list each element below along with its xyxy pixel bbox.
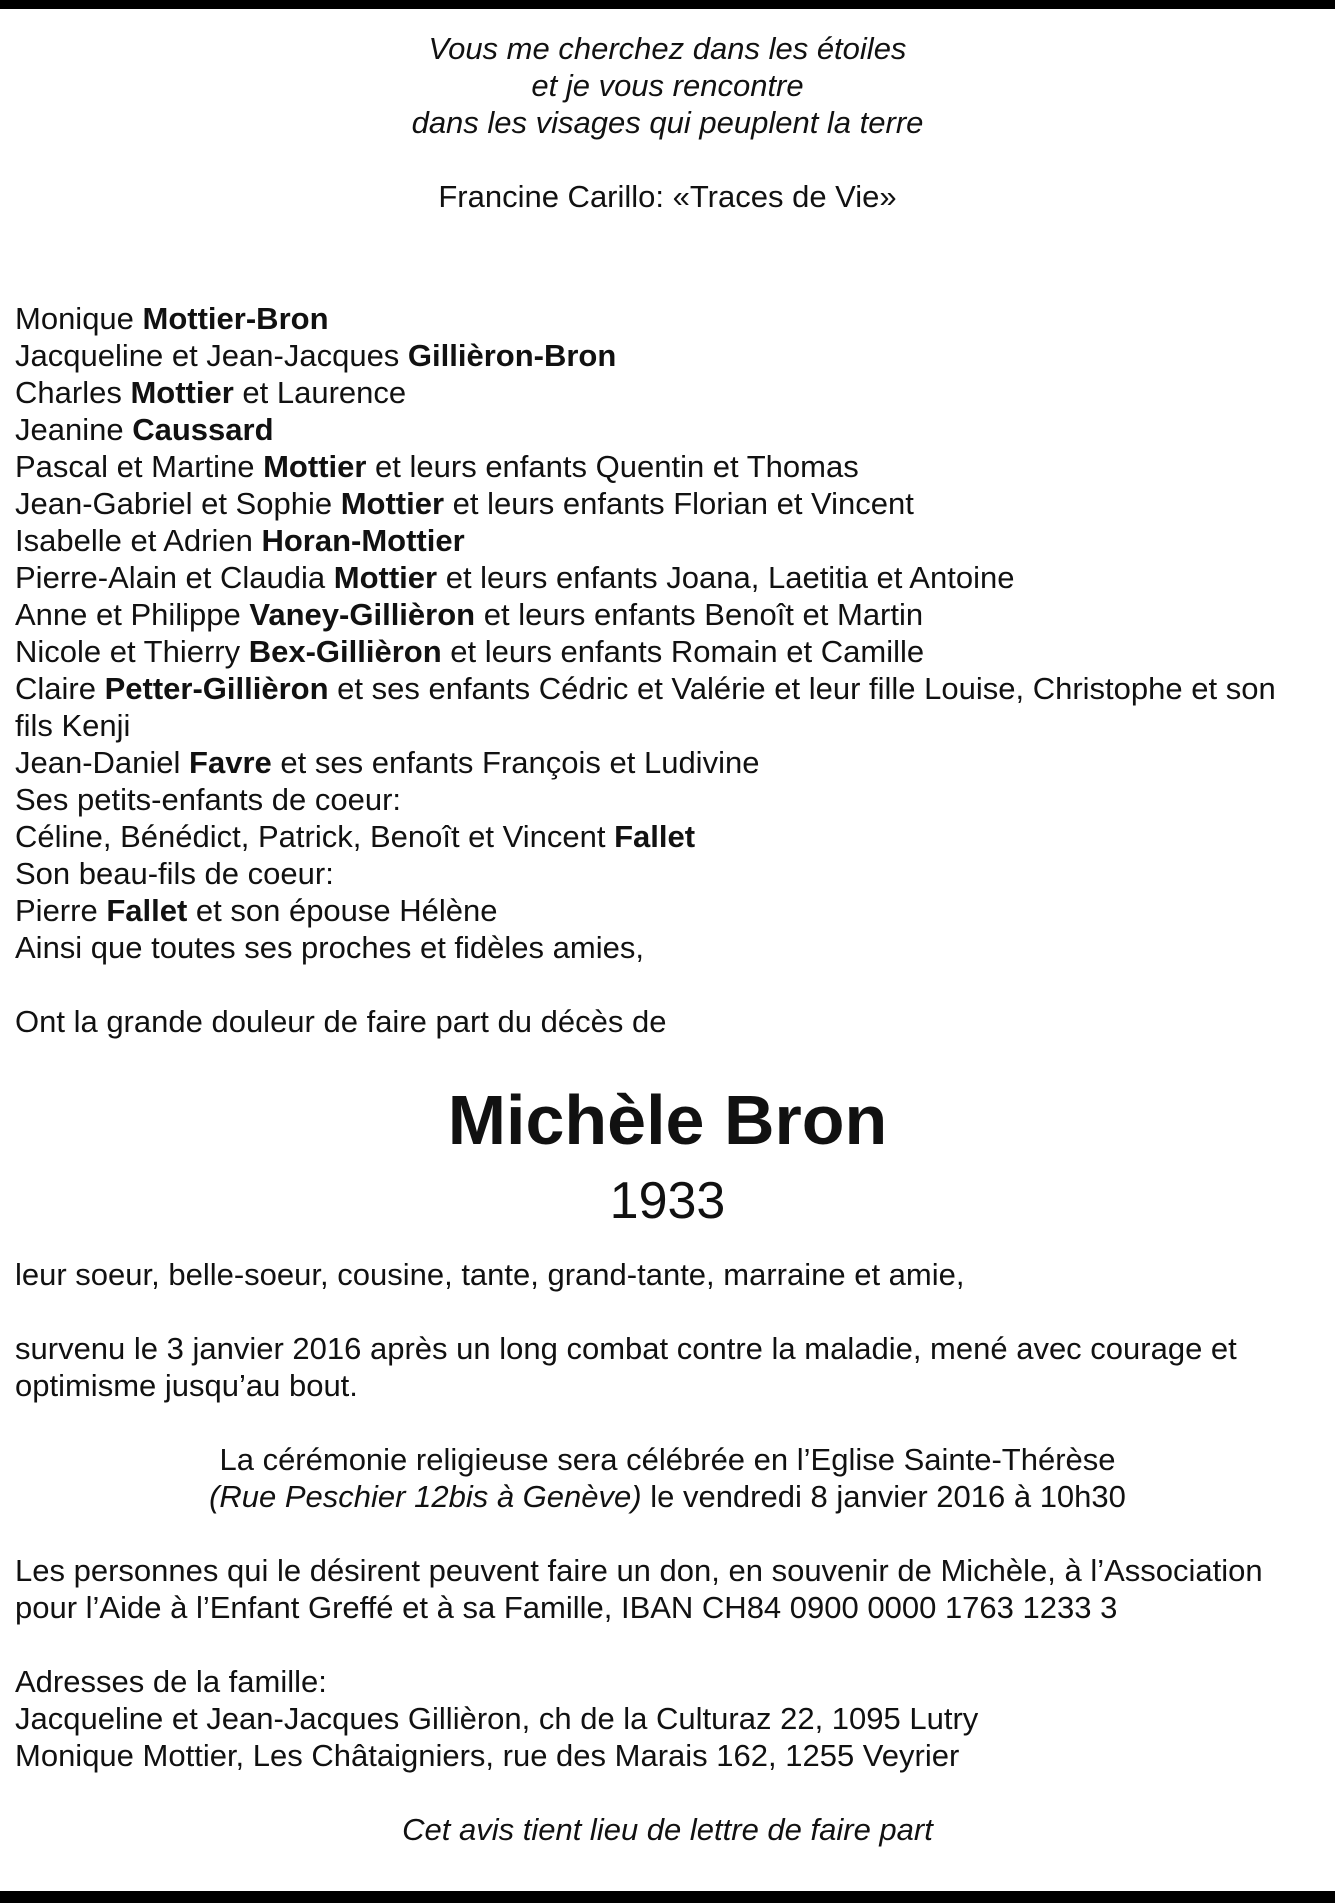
family-line: Céline, Bénédict, Patrick, Benoît et Vincent Fallet [15, 819, 696, 854]
family-line: Pierre-Alain et Claudia Mottier et leurs enfants Joana, Laetitia et Antoine [15, 560, 1015, 595]
death-text: survenu le 3 janvier 2016 après un long combat contre la maladie, mené avec courage et optimisme jusqu’au bout. [15, 1331, 1237, 1403]
family-line: Son beau-fils de coeur: [15, 856, 334, 891]
ceremony-date: le vendredi 8 janvier 2016 à 10h30 [641, 1479, 1126, 1514]
donation-text: Les personnes qui le désirent peuvent faire un don, en souvenir de Michèle, à l’Association pour l’Aide à l’Enfant Greffé et à sa Famille, IBAN CH84 0900 0000 1763 1233 3 [15, 1553, 1263, 1625]
ceremony-line: La cérémonie religieuse sera célébrée en l’Eglise Sainte-Thérèse [219, 1442, 1116, 1477]
family-line: Pascal et Martine Mottier et leurs enfants Quentin et Thomas [15, 449, 859, 484]
family-line: Nicole et Thierry Bex-Gillièron et leurs enfants Romain et Camille [15, 634, 925, 669]
bottom-rule [0, 1891, 1335, 1903]
announcement-text: Ont la grande douleur de faire part du décès de [15, 1004, 667, 1039]
family-line: Charles Mottier et Laurence [15, 375, 407, 410]
relation-text: leur soeur, belle-soeur, cousine, tante, grand-tante, marraine et amie, [15, 1257, 965, 1292]
family-line: Jacqueline et Jean-Jacques Gillièron-Bron [15, 338, 617, 373]
ceremony-line [15, 1478, 1320, 1515]
family-line: Monique Mottier-Bron [15, 301, 329, 336]
family-line: Isabelle et Adrien Horan-Mottier [15, 523, 465, 558]
footer-note: Cet avis tient lieu de lettre de faire part [402, 1812, 933, 1847]
family-line: Jean-Daniel Favre et ses enfants François et Ludivine [15, 745, 760, 780]
family-line: Ainsi que toutes ses proches et fidèles amies, [15, 930, 644, 965]
epigraph-line: et je vous rencontre [531, 68, 804, 103]
family-line: Pierre Fallet et son épouse Hélène [15, 893, 498, 928]
obituary-notice [15, 30, 1320, 1848]
family-addresses [15, 1663, 1320, 1774]
family-line: Ses petits-enfants de coeur: [15, 782, 402, 817]
family-line: Jean-Gabriel et Sophie Mottier et leurs enfants Florian et Vincent [15, 486, 914, 521]
epigraph [15, 30, 1320, 141]
address-line: Jacqueline et Jean-Jacques Gillièron, ch de la Culturaz 22, 1095 Lutry [15, 1701, 979, 1736]
epigraph-line: dans les visages qui peuplent la terre [411, 105, 924, 140]
family-line: Anne et Philippe Vaney-Gillièron et leurs enfants Benoît et Martin [15, 597, 924, 632]
deceased-name: Michèle Bron [447, 1081, 888, 1159]
ceremony-info [15, 1441, 1320, 1515]
family-list [15, 300, 1320, 966]
top-rule [0, 0, 1335, 9]
family-line: Claire Petter-Gillièron et ses enfants Cédric et Valérie et leur fille Louise, Christophe et son fils Kenji [15, 671, 1276, 743]
family-line: Jeanine Caussard [15, 412, 274, 447]
epigraph-line: Vous me cherchez dans les étoiles [428, 31, 907, 66]
address-line: Monique Mottier, Les Châtaigniers, rue des Marais 162, 1255 Veyrier [15, 1738, 960, 1773]
addresses-heading: Adresses de la famille: [15, 1664, 327, 1699]
ceremony-address: (Rue Peschier 12bis à Genève) [209, 1479, 642, 1514]
deceased-year: 1933 [609, 1172, 726, 1230]
epigraph-attribution: Francine Carillo: «Traces de Vie» [438, 179, 897, 214]
